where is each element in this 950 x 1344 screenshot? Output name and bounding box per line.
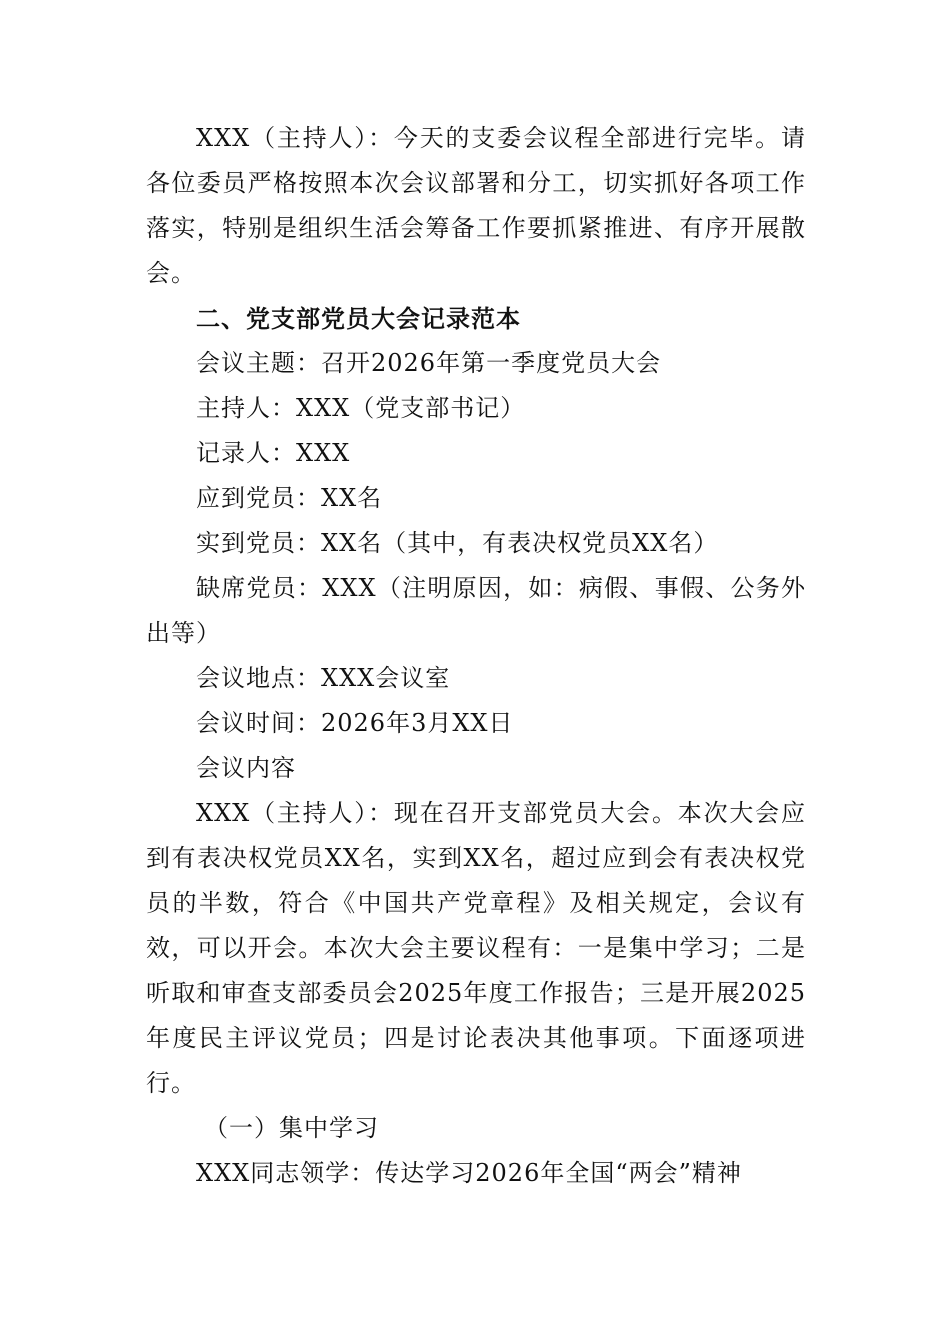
meeting-content-label: 会议内容	[196, 754, 296, 782]
actual-attendance: 实到党员：XX名（其中，有表决权党员XX名）	[196, 529, 719, 557]
meeting-location: 会议地点：XXX会议室	[196, 664, 451, 692]
expected-attendance: 应到党员：XX名	[196, 484, 383, 512]
meeting-host: 主持人：XXX（党支部书记）	[196, 394, 526, 422]
absent-members: 缺席党员：XXX（注明原因，如：病假、事假、公务外出等）	[146, 574, 806, 647]
closing-remarks-paragraph: XXX（主持人）：今天的支委会议程全部进行完毕。请各位委员严格按照本次会议部署和分工，切实抓好各项工作落实，特别是组织生活会筹备工作要抓紧推进、有序开展散会。	[146, 124, 806, 287]
meeting-recorder: 记录人：XXX	[196, 439, 351, 467]
subsection-heading: （一）集中学习	[204, 1114, 379, 1142]
document-body	[146, 116, 806, 1196]
host-opening-paragraph: XXX（主持人）：现在召开支部党员大会。本次大会应到有表决权党员XX名，实到XX名，超过应到会有表决权党员的半数，符合《中国共产党章程》及相关规定，会议有效，可以开会。本次大会主要议程有：一是集中学习；二是听取和审查支部委员会2025年度工作报告；三是开展2025年度民主评议党员；四是讨论表决其他事项。下面逐项进行。	[146, 799, 806, 1097]
meeting-topic: 会议主题：召开2026年第一季度党员大会	[196, 349, 662, 377]
section-heading: 二、党支部党员大会记录范本	[196, 304, 521, 333]
meeting-time: 会议时间：2026年3月XX日	[196, 709, 514, 737]
study-lead-paragraph: XXX同志领学：传达学习2026年全国“两会”精神	[196, 1159, 742, 1187]
